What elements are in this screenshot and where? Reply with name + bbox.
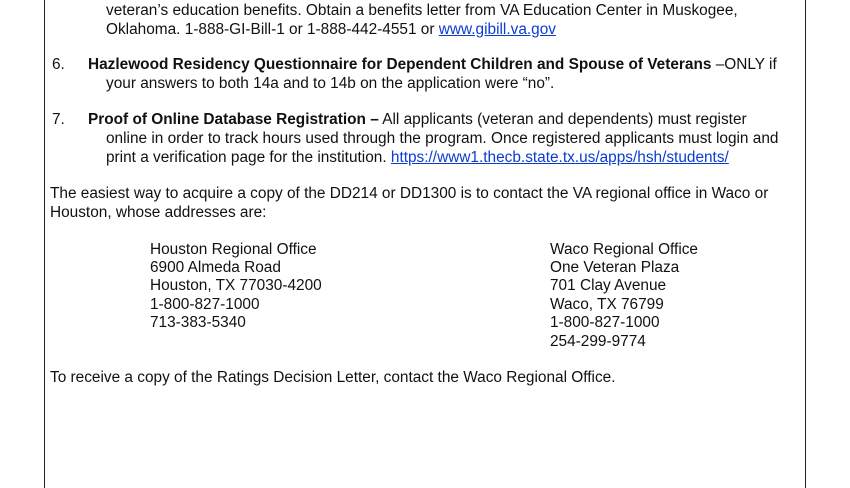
item-6-line-2: your answers to both 14a and to 14b on the application were “no”. bbox=[106, 75, 555, 92]
houston-office-name: Houston Regional Office bbox=[150, 241, 317, 258]
houston-street: 6900 Almeda Road bbox=[150, 259, 281, 276]
item-7-text: All applicants (veteran and dependents) must register bbox=[378, 111, 747, 128]
waco-plaza: One Veteran Plaza bbox=[550, 259, 680, 276]
item-6-line-1 bbox=[88, 56, 777, 75]
item-6-title: Hazlewood Residency Questionnaire for Dependent Children and Spouse of Veterans bbox=[88, 56, 712, 73]
item-7-line-3 bbox=[106, 149, 729, 168]
waco-office-name: Waco Regional Office bbox=[550, 241, 698, 258]
registration-link[interactable]: https://www1.thecb.state.tx.us/apps/hsh/students/ bbox=[390, 149, 729, 166]
item-7-line-1 bbox=[88, 111, 747, 130]
waco-street: 701 Clay Avenue bbox=[550, 277, 667, 294]
item-7-title: Proof of Online Database Registration – bbox=[88, 111, 379, 128]
houston-phone-1: 1-800-827-1000 bbox=[150, 296, 260, 313]
closing-line: To receive a copy of the Ratings Decision Letter, contact the Waco Regional Office. bbox=[50, 369, 616, 386]
intro-line-2 bbox=[106, 21, 556, 40]
item-7-number: 7. bbox=[52, 111, 65, 128]
intro-line-1: veteran’s education benefits. Obtain a benefits letter from VA Education Center in Muskogee, bbox=[106, 2, 738, 19]
waco-phone-2: 254-299-9774 bbox=[550, 333, 646, 350]
houston-city: Houston, TX 77030-4200 bbox=[150, 277, 322, 294]
item-7-line-2: online in order to track hours used through the program. Once registered applicants must login and bbox=[106, 130, 779, 147]
waco-city: Waco, TX 76799 bbox=[550, 296, 664, 313]
waco-phone-1: 1-800-827-1000 bbox=[550, 314, 660, 331]
gibill-link[interactable]: www.gibill.va.gov bbox=[438, 21, 556, 38]
item-6-number: 6. bbox=[52, 56, 65, 73]
intro-line-2-text: Oklahoma. 1-888-GI-Bill-1 or 1-888-442-4551 or bbox=[106, 21, 439, 38]
item-6-qualifier: –ONLY if bbox=[711, 56, 777, 73]
paragraph-line-2: Houston, whose addresses are: bbox=[50, 204, 267, 221]
item-7-line-3-text: print a verification page for the institution. bbox=[106, 149, 391, 166]
houston-phone-2: 713-383-5340 bbox=[150, 314, 246, 331]
paragraph-line-1: The easiest way to acquire a copy of the DD214 or DD1300 is to contact the VA regional office in Waco or bbox=[50, 185, 769, 202]
